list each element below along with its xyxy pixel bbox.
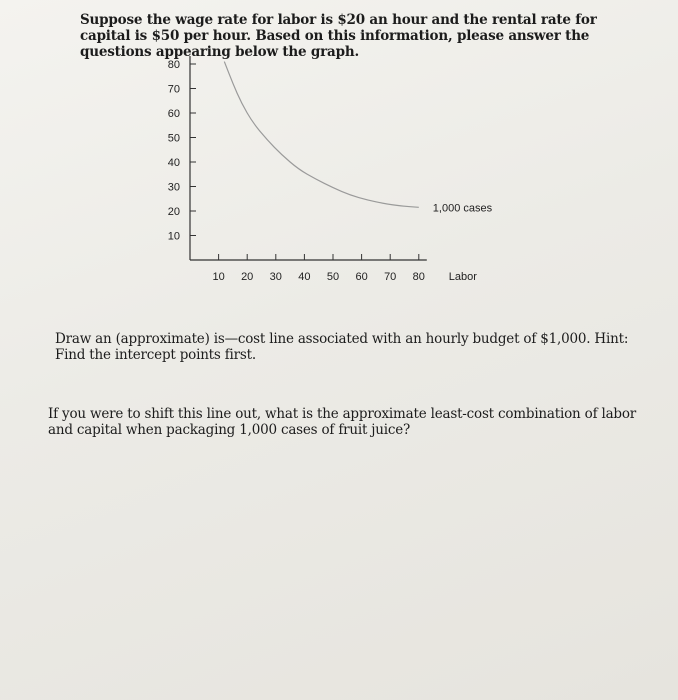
x-tick-label: 60 <box>355 271 368 283</box>
isoquant-chart <box>150 50 530 300</box>
isoquant-curve <box>224 62 418 208</box>
x-tick-label: 80 <box>412 271 425 283</box>
question-1: Draw an (approximate) is—cost line associated with an hourly budget of $1,000. Hint: Find the intercept points first. <box>55 331 629 363</box>
y-tick-label: 20 <box>167 206 180 218</box>
x-tick-label: 10 <box>212 271 225 283</box>
x-tick-label: 40 <box>298 271 311 283</box>
y-tick-label: 40 <box>167 157 180 169</box>
x-tick-label: 20 <box>241 271 254 283</box>
x-tick-label: 70 <box>384 271 397 283</box>
x-axis-label: Labor <box>448 271 477 283</box>
y-tick-label: 70 <box>167 83 180 96</box>
y-tick-label: 10 <box>167 230 180 243</box>
x-tick-label: 50 <box>326 271 340 283</box>
x-tick-label: 30 <box>269 271 282 283</box>
y-tick-label: 50 <box>167 132 180 145</box>
y-tick-label: 60 <box>167 108 180 120</box>
y-tick-label: 30 <box>167 181 180 194</box>
isoquant-label: 1,000 cases <box>432 202 493 215</box>
intro-text: Suppose the wage rate for labor is $20 an hour and the rental rate for capital is $50 per hour. Based on this information, please answer the questions appearing below the graph. <box>80 12 597 60</box>
y-tick-label: 80 <box>167 59 180 71</box>
question-2: If you were to shift this line out, what is the approximate least-cost combination of labor and capital when packaging 1,000 cases of fruit juice? <box>48 406 637 438</box>
